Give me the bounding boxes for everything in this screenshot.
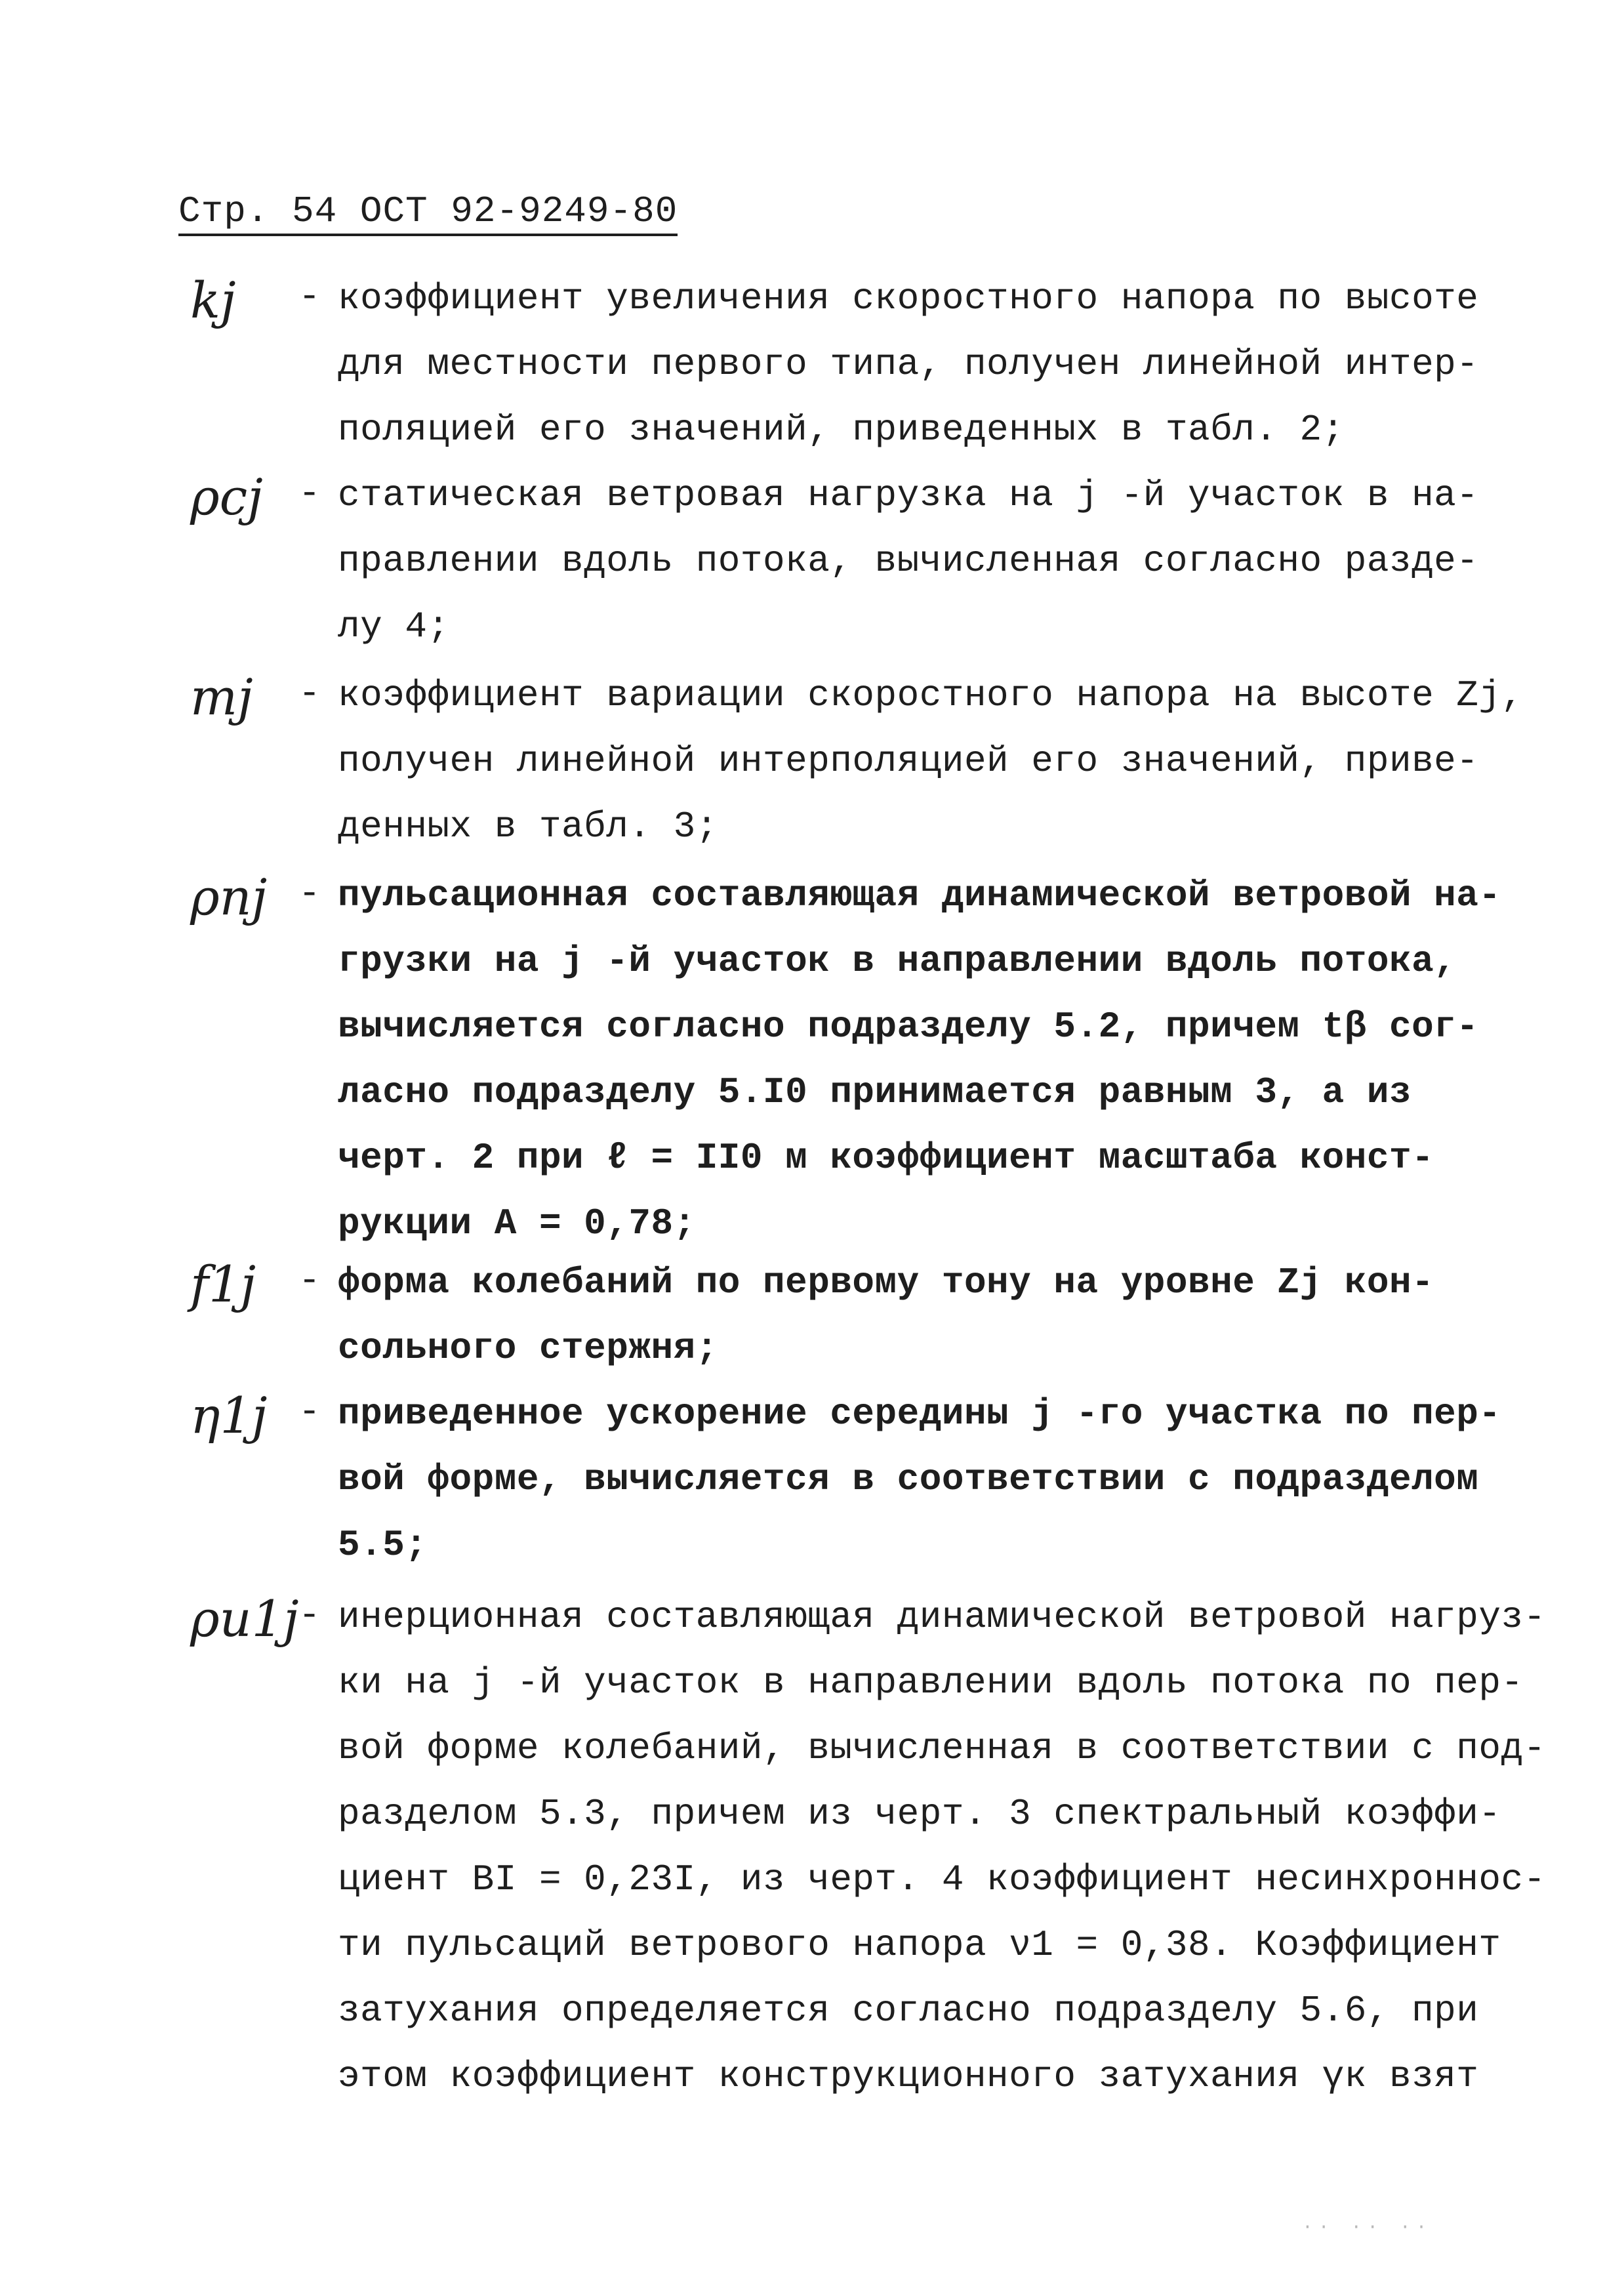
page-header: Стр. 54 ОСТ 92-9249-80: [178, 190, 678, 236]
definition-text: [338, 276, 1479, 472]
text-line: грузки на j -й участок в направлении вдоль потока,: [338, 940, 1457, 982]
footer-mark: ·· ·· ··: [1302, 2217, 1432, 2238]
symbol: f1j: [190, 1255, 256, 1313]
text-line: вой форме, вычисляется в соответствии с подразделом: [338, 1458, 1479, 1500]
text-line: лу 4;: [338, 605, 450, 647]
definition-dash: -: [298, 1391, 321, 1433]
definition-text: [338, 1391, 1501, 1588]
text-line: черт. 2 при ℓ = II0 м коэффициент масштаба конст-: [338, 1137, 1434, 1179]
symbol: mj: [190, 668, 253, 726]
text-line: ласно подразделу 5.I0 принимается равным 3, а из: [338, 1071, 1412, 1113]
text-line: вычисляется согласно подразделу 5.2, причем tβ сог-: [338, 1006, 1479, 1048]
text-line: 5.5;: [338, 1524, 428, 1566]
definition-dash: -: [298, 1260, 321, 1302]
text-line: денных в табл. 3;: [338, 806, 718, 848]
text-line: ти пульсаций ветрового напора ν1 = 0,38. Коэффициент: [338, 1924, 1501, 1966]
definition-dash: -: [298, 1594, 321, 1636]
text-line: форма колебаний по первому тону на уровне Zj кон-: [338, 1261, 1434, 1303]
definition-dash: -: [298, 872, 321, 914]
symbol: ρnj: [190, 868, 268, 926]
text-line: статическая ветровая нагрузка на j -й участок в на-: [338, 474, 1479, 516]
text-line: правлении вдоль потока, вычисленная согласно разде-: [338, 540, 1479, 582]
symbol: η1j: [190, 1386, 268, 1445]
text-line: для местности первого типа, получен линейной интер-: [338, 343, 1479, 385]
definition-text: [338, 472, 1479, 669]
definition-text: [338, 872, 1501, 1266]
definition-dash: -: [298, 472, 321, 514]
definition-text: [338, 672, 1524, 869]
definition-text: [338, 1260, 1453, 1391]
symbol: ρu1j: [190, 1589, 299, 1648]
definition-dash: -: [298, 276, 321, 318]
text-line: циент BI = 0,23I, из черт. 4 коэффициент несинхроннос-: [338, 1858, 1546, 1900]
text-line: приведенное ускорение середины j -го участка по пер-: [338, 1393, 1501, 1435]
text-line: инерционная составляющая динамической ветровой нагруз-: [338, 1596, 1546, 1638]
text-line: пульсационная составляющая динамической ветровой на-: [338, 874, 1501, 916]
text-line: сольного стержня;: [338, 1327, 718, 1369]
text-line: разделом 5.3, причем из черт. 3 спектральный коэффи-: [338, 1793, 1501, 1835]
text-line: вой форме колебаний, вычисленная в соответствии с под-: [338, 1727, 1546, 1769]
text-line: ки на j -й участок в направлении вдоль потока по пер-: [338, 1662, 1524, 1704]
text-line: коэффициент вариации скоростного напора на высоте Zj,: [338, 674, 1524, 716]
text-line: коэффициент увеличения скоростного напора по высоте: [338, 277, 1479, 319]
symbol: kj: [190, 271, 236, 329]
definition-dash: -: [298, 672, 321, 714]
text-line: этом коэффициент конструкционного затухания γк взят: [338, 2055, 1479, 2097]
text-line: поляцией его значений, приведенных в табл. 2;: [338, 409, 1345, 451]
definition-text: [338, 1594, 1546, 2119]
text-line: получен линейной интерполяцией его значений, приве-: [338, 740, 1479, 782]
text-line: затухания определяется согласно подразделу 5.6, при: [338, 1990, 1479, 2032]
text-line: рукции А = 0,78;: [338, 1202, 696, 1244]
symbol: ρcj: [190, 468, 263, 526]
